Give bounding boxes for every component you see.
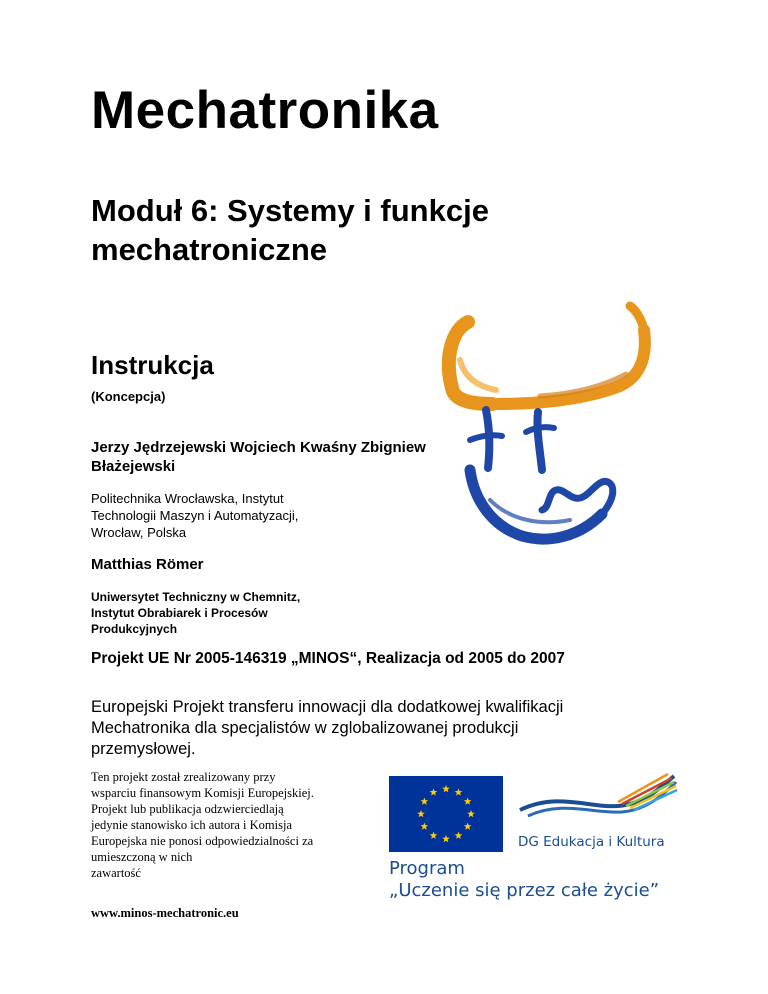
module-subtitle: Moduł 6: Systemy i funkcje mechatroniczne: [91, 193, 489, 267]
institution-chemnitz-line-2: Instytut Obrabiarek i Procesów: [91, 606, 268, 620]
program-label: Program: [389, 858, 465, 879]
project-info: Projekt UE Nr 2005-146319 „MINOS“, Realizacja od 2005 do 2007: [91, 650, 565, 667]
institution-chemnitz: [91, 589, 391, 637]
project-description-line-2: Mechatronika dla specjalistów w zglobalizowanej produkcji: [91, 719, 519, 737]
instruction-heading: Instrukcja: [91, 350, 214, 380]
eu-disclaimer: [91, 769, 381, 881]
authors-line-1: Jerzy Jędrzejewski Wojciech Kwaśny Zbigniew: [91, 439, 426, 456]
authors-line-2: Błażejewski: [91, 458, 176, 475]
disclaimer-line-4: jedynie stanowisko ich autora i Komisja: [91, 818, 293, 832]
disclaimer-line-3: Projekt lub publikacja odzwierciedlają: [91, 802, 284, 816]
disclaimer-line-2: wsparciu finansowym Komisji Europejskiej.: [91, 786, 314, 800]
instruction-subheading: (Koncepcja): [91, 389, 166, 404]
face-illustration: [430, 300, 670, 550]
authors: [91, 438, 443, 476]
project-description-line-1: Europejski Projekt transferu innowacji dla dodatkowej kwalifikacji: [91, 698, 564, 716]
institution-wroclaw: [91, 490, 391, 541]
lifelong-learning-logo: [518, 772, 678, 832]
face-hat-stroke: [449, 306, 645, 404]
institution-chemnitz-line-3: Produkcyjnych: [91, 622, 178, 636]
institution-wroclaw-line-2: Technologii Maszyn i Automatyzacji,: [91, 508, 299, 523]
disclaimer-line-7: zawartość: [91, 866, 141, 880]
program-name: „Uczenie się przez całe życie”: [389, 880, 660, 901]
project-description-line-3: przemysłowej.: [91, 740, 196, 758]
institution-wroclaw-line-1: Politechnika Wrocławska, Instytut: [91, 491, 284, 506]
disclaimer-line-6: umieszczoną w nich: [91, 850, 193, 864]
face-features-stroke: [470, 410, 613, 539]
dg-label: DG Edukacja i Kultura: [518, 834, 665, 850]
project-description: [91, 697, 651, 760]
institution-wroclaw-line-3: Wrocław, Polska: [91, 525, 187, 540]
institution-chemnitz-line-1: Uniwersytet Techniczny w Chemnitz,: [91, 590, 301, 604]
document-title: Mechatronika: [91, 81, 439, 140]
author-roemer: Matthias Römer: [91, 556, 204, 573]
website-link[interactable]: www.minos-mechatronic.eu: [91, 906, 239, 920]
disclaimer-line-5: Europejska nie ponosi odpowiedzialności za: [91, 834, 314, 848]
eu-flag-logo: [389, 776, 503, 852]
disclaimer-line-1: Ten projekt został zrealizowany przy: [91, 770, 276, 784]
